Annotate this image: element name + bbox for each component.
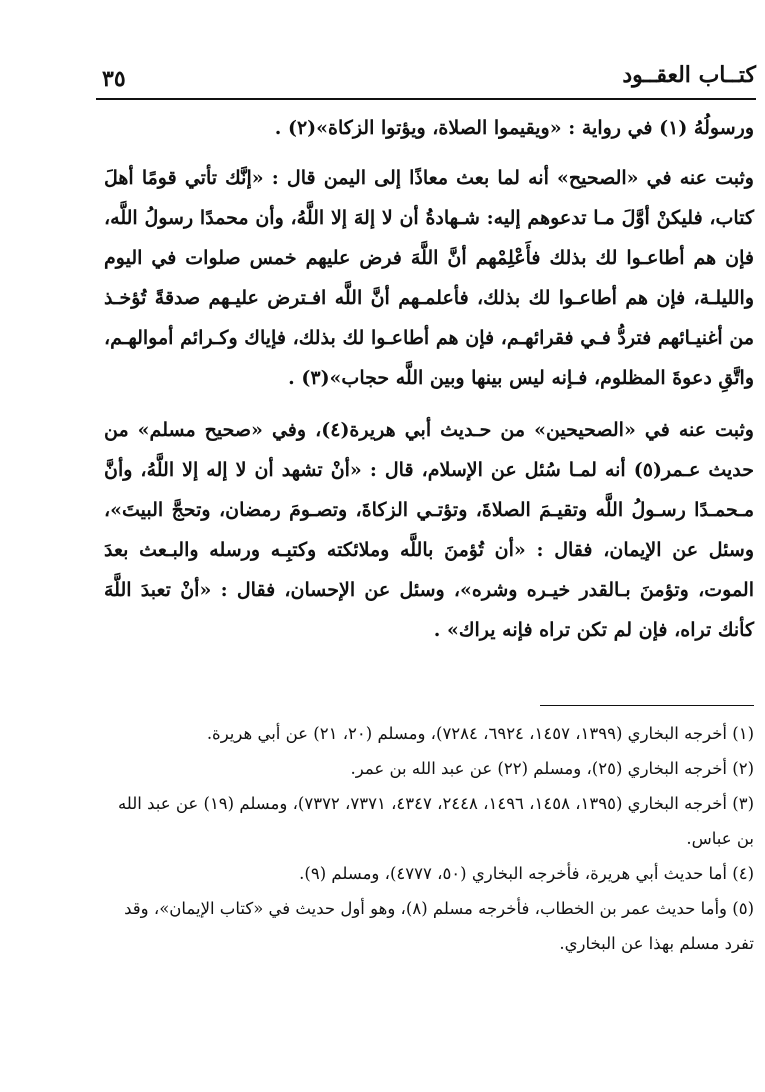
footnote-separator [540,705,754,706]
footnote-4: (٤) أما حديث أبي هريرة، فأخرجه البخاري (٥٠، ٤٧٧٧)، ومسلم (٩). [299,864,754,883]
footnote-2: (٢) أخرجه البخاري (٢٥)، ومسلم (٢٢) عن عبد الله بن عمر. [350,759,754,778]
header-title: كتــاب العقــود [622,62,756,88]
footnote-1: (١) أخرجه البخاري (١٣٩٩، ١٤٥٧، ٦٩٢٤، ٧٢٨٤)، ومسلم (٢٠، ٢١) عن أبي هريرة. [206,724,754,743]
main-text [104,108,754,662]
page-number: ٣٥ [102,66,126,92]
paragraph-3: وثبت عنه في «الصحيحين» من حـديث أبي هريرة(٤)، وفي «صحيح مسلم» من حديث عـمر(٥) أنه لمـا سُئل عن الإسلام، قال : «أنْ تشهد أن لا إله إلا اللَّهُ، وأنَّ مـحمـدًا رسـولُ اللَّه وتقيـمَ الصلاةَ، وتؤتـي الزكاةَ، وتصـومَ رمضان، وتحجَّ البيتَ»، وسئل عن الإيمان، فقال : «أن تُؤمنَ باللَّه وملائكته وكتبِـه ورسله والبـعث بعدَ الموت، وتؤمنَ بـالقدر خيـره وشره»، وسئل عن الإحسان، فقال : «أنْ تعبدَ اللَّهَ كأنك تراه، فإن لم تكن تراه فإنه يراك» . [104,419,754,641]
footnote-3: (٣) أخرجه البخاري (١٣٩٥، ١٤٥٨، ١٤٩٦، ٢٤٤٨، ٤٣٤٧، ٧٣٧١، ٧٣٧٢)، ومسلم (١٩) عن عبد الله بن عباس. [117,794,754,848]
running-header [96,56,756,96]
paragraph-1: ورسولُهُ (١) في رواية : «ويقيموا الصلاة، ويؤتوا الزكاة»(٢) . [274,117,754,139]
footnotes [104,716,754,961]
header-rule [96,98,756,100]
footnote-5: (٥) وأما حديث عمر بن الخطاب، فأخرجه مسلم (٨)، وهو أول حديث في «كتاب الإيمان»، وقد تفرد مسلم بهذا عن البخاري. [124,899,754,953]
paragraph-2: وثبت عنه في «الصحيح» أنه لما بعث معاذًا إلى اليمن قال : «إنَّك تأتي قومًا أهلَ كتاب، فليكنْ أوَّلَ مـا تدعوهم إليه: شـهادةُ أن لا إلهَ إلا اللَّهُ، وأن محمدًا رسولُ اللَّه، فإن هم أطاعـوا لك بذلك فأَعْلِمْهم أنَّ اللَّهَ فرض عليهم خمس صلوات في اليوم والليلـة، فإن هم أطاعـوا لك بذلك، فأعلمـهم أنَّ اللَّه افـترض عليـهم صدقةً تُؤخـذ من أغنيـائهم فتردُّ فـي فقرائهـم، فإن هم أطاعـوا لك بذلك، فإياك وكـرائم أموالهـم، واتَّقِ دعوةَ المظلوم، فـإنه ليس بينها وبين اللَّه حجاب»(٣) . [104,167,754,389]
